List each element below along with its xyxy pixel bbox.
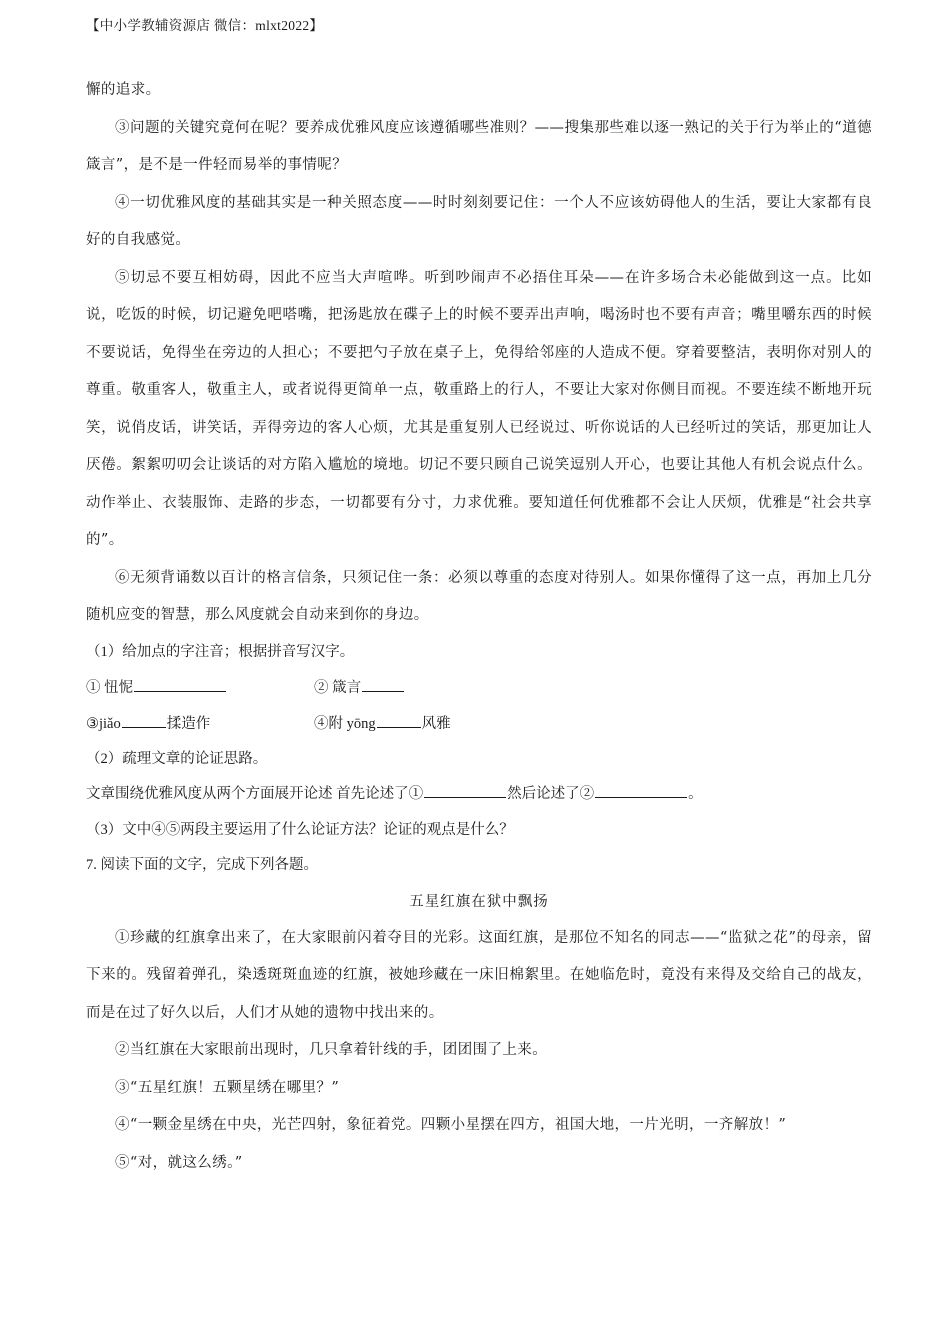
- question-2-text-a: 文章围绕优雅风度从两个方面展开论述 首先论述了①: [86, 786, 424, 802]
- answer-blank-1[interactable]: [134, 675, 226, 692]
- question-1-item-2: [314, 670, 405, 706]
- article-paragraph-2: ②当红旗在大家眼前出现时，几只拿着针线的手，团团围了上来。: [115, 1042, 548, 1058]
- question-1-row-a: [86, 670, 872, 706]
- article-paragraph-5: ⑤“对，就这么绣。”: [115, 1154, 243, 1171]
- passage-paragraph-5: ⑤切忌不要互相妨碍，因此不应当大声喧哗。听到吵闹声不必捂住耳朵——在许多场合未必能做到这一点。比如说，吃饭的时候，切记避免吧嗒嘴，把汤匙放在碟子上的时候不要弄出声响，喝汤时也不要有声音；嘴里嚼东西的时候不要说话，免得坐在旁边的人担心；不要把勺子放在桌子上，免得给邻座的人造成不便。穿着要整洁，表明你对别人的尊重。敬重客人，敬重主人，或者说得更简单一点，敬重路上的行人，不要让大家对你侧目而视。不要连续不断地开玩笑，说俏皮话，讲笑话，弄得旁边的客人心烦，尤其是重复别人已经说过、听你说话的人已经听过的笑话，那更加让人厌倦。絮絮叨叨会让谈话的对方陷入尴尬的境地。切记不要只顾自己说笑逗别人开心，也要让其他人有机会说点什么。动作举止、衣装服饰、走路的步态，一切都要有分寸，力求优雅。要知道任何优雅都不会让人厌烦，优雅是“社会共享的”。: [86, 269, 872, 548]
- passage-paragraph-4: ④一切优雅风度的基础其实是一种关照态度——时时刻刻要记住：一个人不应该妨碍他人的生活，要让大家都有良好的自我感觉。: [86, 194, 872, 248]
- question-2-text-c: 。: [688, 786, 703, 802]
- question-1-row-b: [86, 706, 872, 742]
- question-1-item-3: [86, 706, 314, 742]
- item-3-rest: 揉造作: [166, 715, 211, 732]
- article-paragraph-3: ③“五星红旗！五颗星绣在哪里？”: [115, 1079, 340, 1096]
- item-4-rest: 风雅: [421, 715, 451, 732]
- item-4-pinyin: ④附 yōng: [314, 715, 376, 732]
- question-1: （1）给加点的字注音；根据拼音写汉字。: [86, 643, 355, 660]
- answer-blank-6[interactable]: [595, 781, 687, 798]
- passage-paragraph-3: ③问题的关键究竟何在呢？要养成优雅风度应该遵循哪些准则？——搜集那些难以逐一熟记的关于行为举止的“道德箴言”，是不是一件轻而易举的事情呢？: [86, 119, 872, 173]
- item-2-text: ② 箴言: [314, 679, 362, 696]
- question-2-text-b: 然后论述了②: [507, 786, 595, 802]
- question-1-item-4: [314, 706, 451, 742]
- page-header: 【中小学教辅资源店 微信：mlxt2022】: [86, 18, 324, 33]
- question-3: （3）文中④⑤两段主要运用了什么论证方法？论证的观点是什么？: [86, 821, 514, 838]
- passage-paragraph-continued: 懈的追求。: [86, 82, 161, 98]
- answer-blank-5[interactable]: [424, 781, 506, 798]
- answer-blank-2[interactable]: [362, 675, 404, 692]
- item-3-pinyin: ③jiǎo: [86, 715, 121, 732]
- question-7-prompt: 7. 阅读下面的文字，完成下列各题。: [86, 857, 318, 873]
- article-title: 五星红旗在狱中飘扬: [409, 893, 549, 910]
- document-body: [86, 72, 872, 1182]
- answer-blank-3[interactable]: [122, 711, 166, 728]
- question-1-item-1: [86, 670, 314, 706]
- question-2: （2）疏理文章的论证思路。: [86, 750, 268, 767]
- article-paragraph-4: ④“一颗金星绣在中央，光芒四射，象征着党。四颗小星摆在四方，祖国大地，一片光明，一齐解放！”: [115, 1117, 787, 1133]
- item-1-text: ① 忸怩: [86, 679, 134, 696]
- answer-blank-4[interactable]: [377, 711, 421, 728]
- question-2-line: [86, 777, 872, 813]
- article-paragraph-1: ①珍藏的红旗拿出来了，在大家眼前闪着夺目的光彩。这面红旗，是那位不知名的同志——“监狱之花”的母亲，留下来的。残留着弹孔，染透斑斑血迹的红旗，被她珍藏在一床旧棉絮里。在她临危时，竟没有来得及交给自己的战友，而是在过了好久以后，人们才从她的遗物中找出来的。: [86, 929, 872, 1021]
- passage-paragraph-6: ⑥无须背诵数以百计的格言信条，只须记住一条：必须以尊重的态度对待别人。如果你懂得了这一点，再加上几分随机应变的智慧，那么风度就会自动来到你的身边。: [86, 569, 872, 623]
